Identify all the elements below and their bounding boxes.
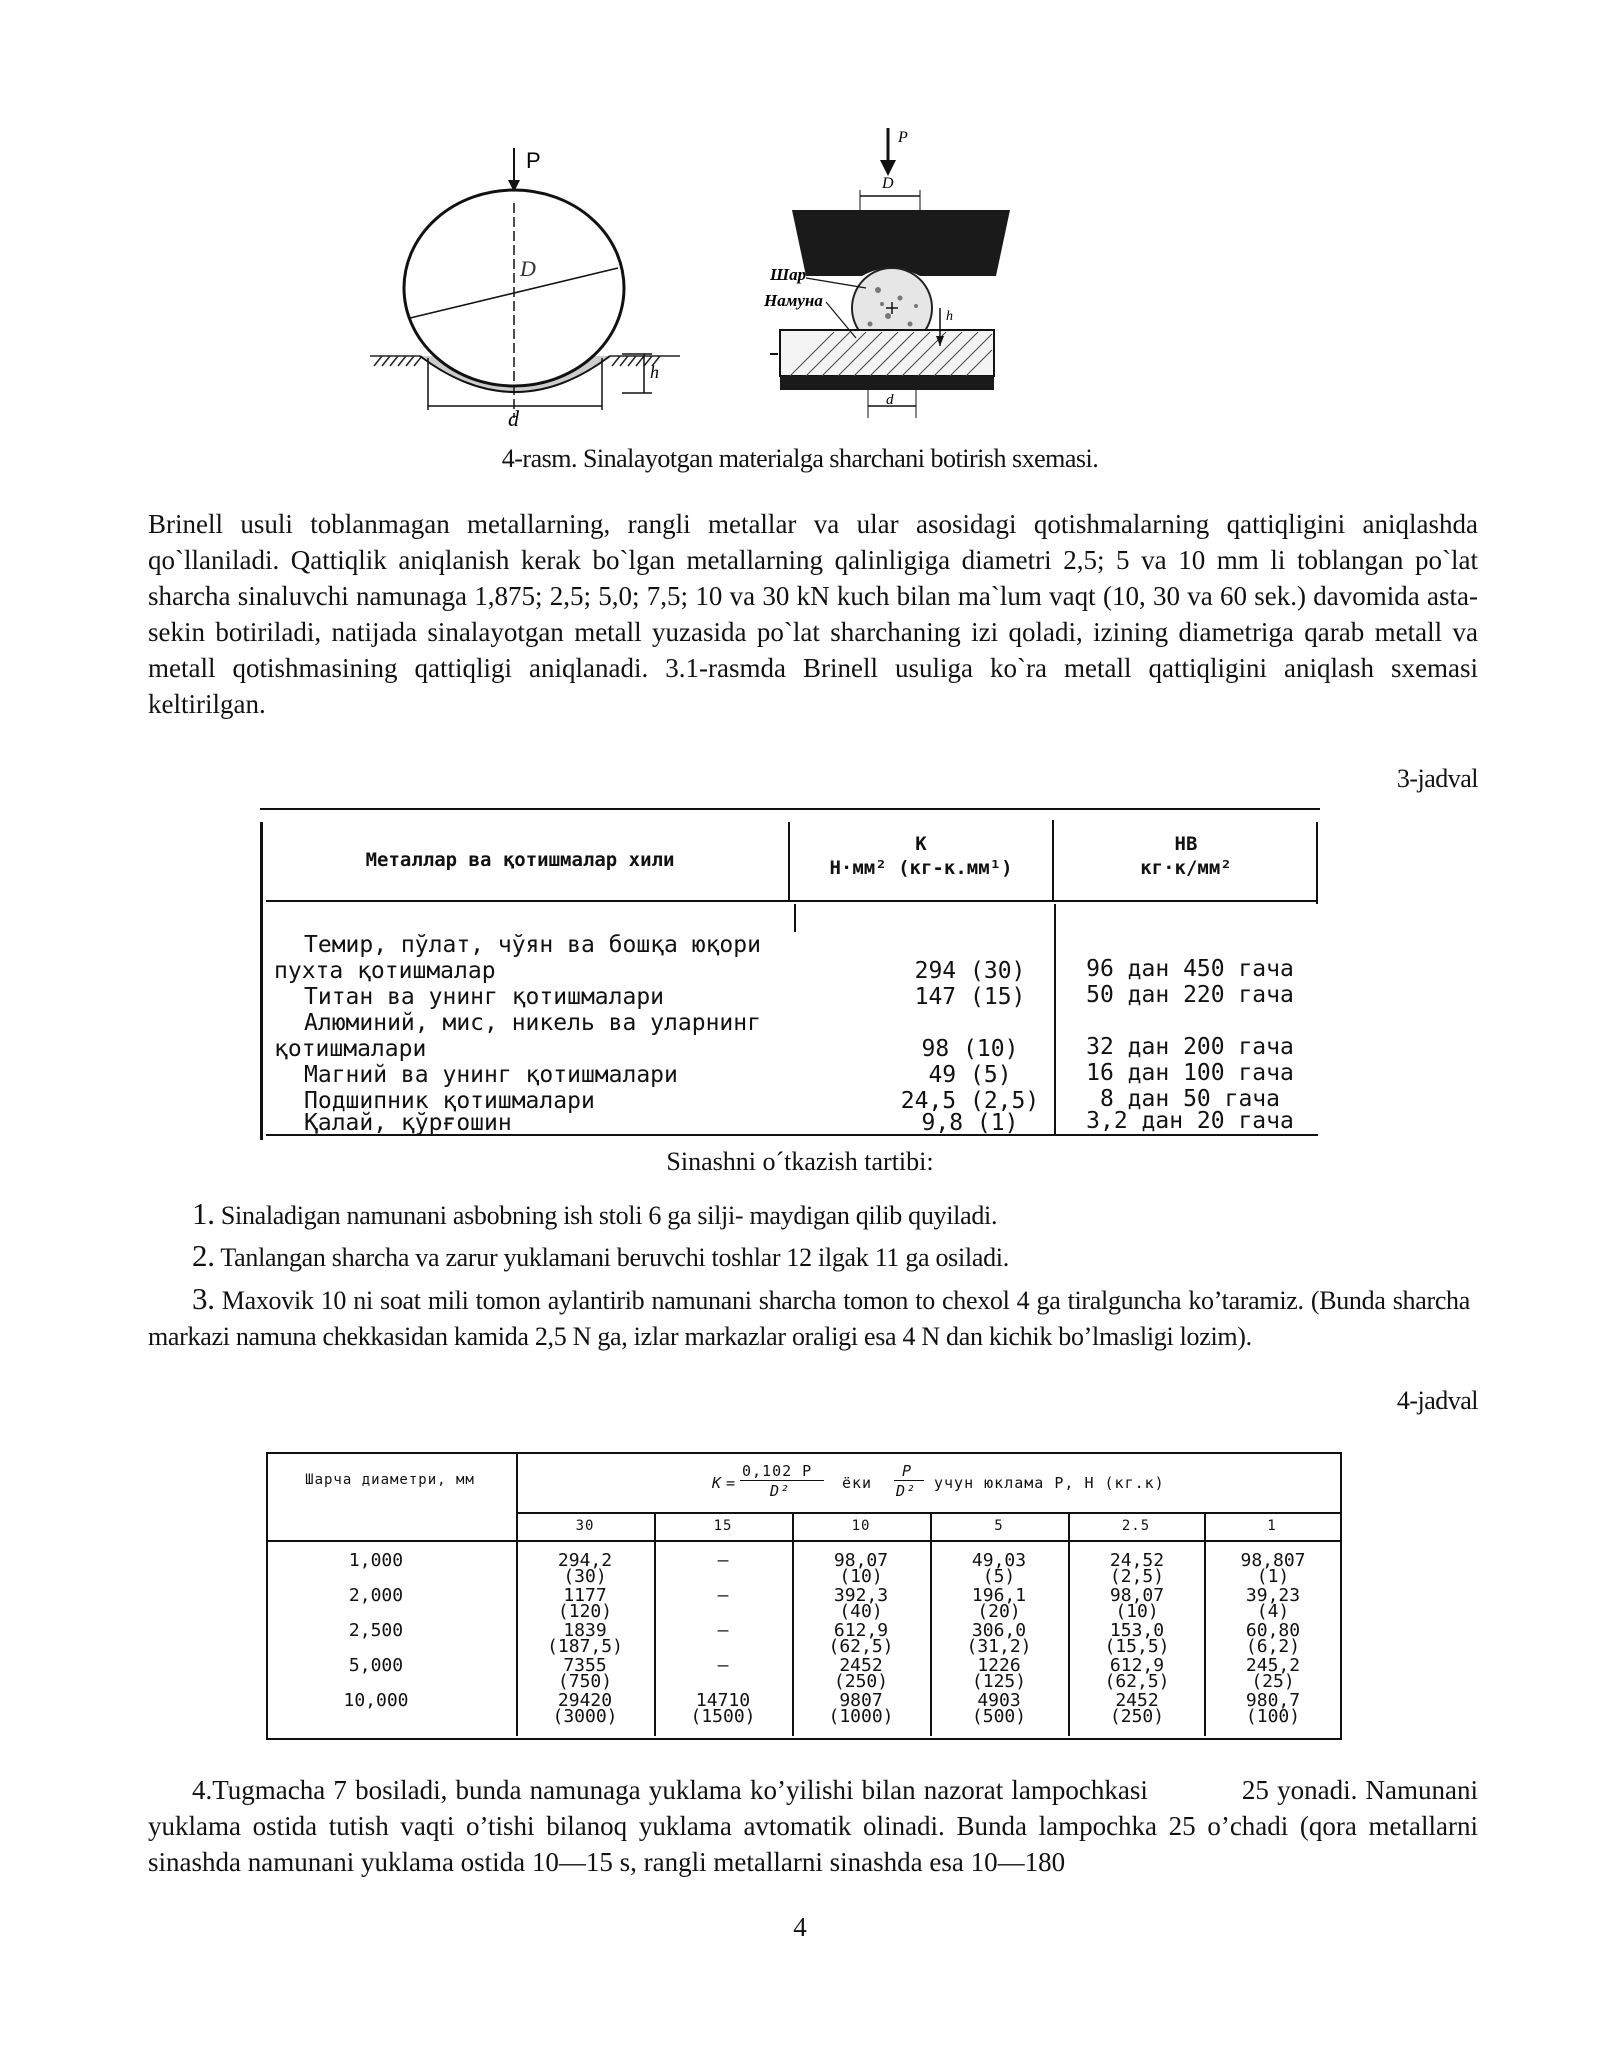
t4-load-1: 1 xyxy=(1267,1518,1277,1534)
t4-cell-value: 49,03 xyxy=(971,1550,1027,1571)
paragraph-4-rest: Namunani yuklama ostida tutish vaqti o’tishi bilanoq yuklama avtomatik olinadi. Bunda lampochka 25 o’chadi (qora metallarni sinashda namunani yuklama ostida 10—15 s, rangli metallarni sinashda esa 10—180 xyxy=(148,1775,1478,1877)
t4-header-diameter: Шарча диаметри, мм xyxy=(305,1472,475,1488)
t4-cell-kgf: (250) xyxy=(833,1671,889,1692)
t4-cell-value: 2452 xyxy=(1115,1690,1159,1711)
paragraph-4-line1b: 25 yonadi. xyxy=(1241,1775,1358,1805)
t3-header-k: K xyxy=(915,833,927,855)
t3-row6-hb: 3,2 дан 20 гача xyxy=(1086,1108,1294,1134)
t4-cell-value: 39,23 xyxy=(1245,1585,1301,1606)
right-D-label: D xyxy=(882,175,894,192)
t4-cell-value: 98,07 xyxy=(1109,1585,1165,1606)
right-schematic xyxy=(763,128,1010,418)
t4-cell-kgf: (1500) xyxy=(690,1706,756,1727)
t4-cell-value: 9807 xyxy=(839,1690,883,1711)
t4-cell-value: 98,807 xyxy=(1240,1550,1306,1571)
t3-row6-k: 9,8 (1) xyxy=(921,1110,1019,1136)
t3-row5-hb: 8 дан 50 гача xyxy=(1099,1086,1280,1112)
t4-cell-value: 980,7 xyxy=(1245,1690,1301,1711)
table4-label: 4-jadval xyxy=(1396,1386,1478,1415)
table3-label: 3-jadval xyxy=(1396,764,1478,793)
t4-cell-kgf: (62,5) xyxy=(1104,1671,1170,1692)
t4-cell-value: 29420 xyxy=(557,1690,613,1711)
t4-formula-pnum: P xyxy=(902,1462,913,1480)
t4-cell-kgf: (62,5) xyxy=(828,1636,894,1657)
t4-cell-kgf: (1) xyxy=(1256,1566,1290,1587)
left-schematic xyxy=(370,148,680,431)
t4-cell-kgf: (125) xyxy=(971,1671,1027,1692)
t4-load-5: 5 xyxy=(994,1518,1004,1534)
procedure-item-1 xyxy=(148,1196,1478,1234)
t4-cell-kgf: (120) xyxy=(557,1601,613,1622)
procedure-item-2-num: 2. xyxy=(192,1238,215,1273)
t4-load-15: 15 xyxy=(713,1518,733,1534)
t4-cell-kgf: (100) xyxy=(1245,1706,1301,1727)
t3-row3-k: 98 (10) xyxy=(921,1036,1019,1062)
t4-cell-kgf: (10) xyxy=(839,1566,883,1587)
t4-cell-value: 2452 xyxy=(839,1655,883,1676)
t4-cell-value: 1226 xyxy=(977,1655,1021,1676)
t3-row4-hb: 16 дан 100 гача xyxy=(1086,1060,1294,1086)
t4-load-30: 30 xyxy=(575,1518,595,1534)
t4-cell-value: 294,2 xyxy=(557,1550,613,1571)
t4-cell-kgf: (30) xyxy=(563,1566,607,1587)
table4 xyxy=(266,1452,1342,1742)
t3-row4-k: 49 (5) xyxy=(928,1062,1012,1088)
left-d-label: d xyxy=(508,406,519,431)
t4-cell-value: 612,9 xyxy=(833,1620,889,1641)
t3-row5-name: Подшипник қотишмалари xyxy=(304,1088,595,1114)
left-D-label: D xyxy=(520,256,536,281)
t3-row2-hb: 50 дан 220 гача xyxy=(1086,982,1294,1008)
t4-cell-kgf: (2,5) xyxy=(1109,1566,1165,1587)
right-d-label: d xyxy=(886,392,894,408)
right-h-label: h xyxy=(946,309,953,324)
t4-diameter: 2,500 xyxy=(348,1620,404,1641)
t4-cell-kgf: (15,5) xyxy=(1104,1636,1170,1657)
t4-cell-kgf: (250) xyxy=(1109,1706,1165,1727)
page-number: 4 xyxy=(793,1912,807,1942)
procedure-item-2 xyxy=(148,1238,1478,1276)
procedure-item-3-text: Maxovik 10 ni soat mili tomon aylantirib namunani sharcha tomon to chexol 4 ga tiralguncha ko’taramiz. (Bunda sharcha markazi namuna chekkasidan kamida 2,5 N ga, izlar markazlar oraligi esa 4 N dan kichik bo’lmasligi lozim). xyxy=(148,1286,1471,1351)
t4-cell-value: 14710 xyxy=(695,1690,751,1711)
procedure-title: Sinashni o´tkazish tartibi: xyxy=(666,1147,934,1176)
left-p-label: P xyxy=(526,148,541,173)
table3 xyxy=(260,808,1320,1138)
t4-cell-value: 60,80 xyxy=(1245,1620,1301,1641)
t4-formula-ekn: ёки xyxy=(842,1474,873,1492)
t4-cell-value: — xyxy=(717,1550,729,1571)
paragraph-4-line1a: 4.Tugmacha 7 bosiladi, bunda namunaga yuklama ko’yilishi bilan nazorat lampochkasi xyxy=(192,1775,1148,1805)
t4-cell-value: 1177 xyxy=(563,1585,607,1606)
brinell-diagram xyxy=(360,128,1120,438)
t4-cell-value: — xyxy=(717,1585,729,1606)
t3-row4-name: Магний ва унинг қотишмалари xyxy=(304,1062,678,1088)
t4-diameter: 10,000 xyxy=(343,1690,409,1711)
t3-row1-name-a: Темир, пўлат, чўян ва бошқа юқори xyxy=(304,932,761,958)
t4-cell-value: 612,9 xyxy=(1109,1655,1165,1676)
t4-cell-value: — xyxy=(717,1620,729,1641)
t4-cell-kgf: (40) xyxy=(839,1601,883,1622)
t4-cell-kgf: (3000) xyxy=(552,1706,618,1727)
t4-formula-eq: = xyxy=(726,1474,737,1492)
t4-cell-kgf: (10) xyxy=(1115,1601,1159,1622)
procedure-item-1-text: Sinaladigan namunani asbobning ish stoli 6 ga silji- maydigan qilib quyiladi. xyxy=(220,1201,998,1230)
t4-formula-tail: учун юклама P, H (кг.к) xyxy=(934,1474,1165,1492)
t3-row1-k: 294 (30) xyxy=(914,958,1026,984)
t4-formula-k: K xyxy=(712,1474,723,1492)
t4-cell-kgf: (20) xyxy=(977,1601,1021,1622)
t3-row6-name: Қалай, қўрғошин xyxy=(304,1110,512,1136)
figure-caption: 4-rasm. Sinalayotgan materialga sharchani botirish sxemasi. xyxy=(501,444,1099,473)
t3-row2-k: 147 (15) xyxy=(914,984,1026,1010)
shar-label: Шар xyxy=(770,265,807,284)
t4-formula-num: 0,102 P xyxy=(742,1462,813,1480)
t4-cell-value: 245,2 xyxy=(1245,1655,1301,1676)
t4-cell-kgf: (25) xyxy=(1251,1671,1295,1692)
left-h-label: h xyxy=(650,362,659,382)
paragraph-4 xyxy=(148,1772,1478,1880)
t3-row3-name-b: қотишмалари xyxy=(274,1036,427,1062)
procedure-item-3 xyxy=(148,1281,1470,1355)
t4-cell-kgf: (187,5) xyxy=(547,1636,623,1657)
t4-cell-value: 306,0 xyxy=(971,1620,1027,1641)
t4-cell-value: 24,52 xyxy=(1109,1550,1165,1571)
t4-diameter: 2,000 xyxy=(348,1585,404,1606)
t4-cell-value: 196,1 xyxy=(971,1585,1027,1606)
t4-cell-kgf: (500) xyxy=(971,1706,1027,1727)
t4-cell-value: — xyxy=(717,1655,729,1676)
t4-cell-value: 98,07 xyxy=(833,1550,889,1571)
t4-diameter: 1,000 xyxy=(348,1550,404,1571)
t3-row1-name-b: пухта қотишмалар xyxy=(274,958,496,984)
t4-cell-value: 4903 xyxy=(977,1690,1021,1711)
t4-cell-value: 7355 xyxy=(563,1655,607,1676)
procedure-item-3-num: 3. xyxy=(192,1281,215,1316)
t3-header-k-unit: Н·мм² (кг-к.мм¹) xyxy=(829,857,1013,879)
namuna-label: Намуна xyxy=(764,291,823,310)
t4-diameter: 5,000 xyxy=(348,1655,404,1676)
t3-row1-hb: 96 дан 450 гача xyxy=(1086,956,1294,982)
t3-row3-hb: 32 дан 200 гача xyxy=(1086,1034,1294,1060)
t3-row2-name: Титан ва унинг қотишмалари xyxy=(304,984,665,1010)
t4-cell-kgf: (750) xyxy=(557,1671,613,1692)
t4-formula-den: D² xyxy=(770,1482,791,1500)
t4-cell-value: 392,3 xyxy=(833,1585,889,1606)
t3-row3-name-a: Алюминий, мис, никель ва уларнинг xyxy=(304,1010,761,1036)
t4-cell-kgf: (4) xyxy=(1256,1601,1290,1622)
procedure-item-2-text: Tanlangan sharcha va zarur yuklamani beruvchi toshlar 12 ilgak 11 ga osiladi. xyxy=(220,1243,1009,1272)
procedure-item-1-num: 1. xyxy=(192,1196,215,1231)
t3-header-metals: Металлар ва қотишмалар хили xyxy=(365,849,675,871)
t4-formula-pden: D² xyxy=(896,1482,917,1500)
t3-header-hb: HB xyxy=(1174,833,1198,855)
t4-cell-value: 1839 xyxy=(563,1620,607,1641)
t4-cell-kgf: (31,2) xyxy=(966,1636,1032,1657)
t4-load-2-5: 2.5 xyxy=(1121,1518,1151,1534)
intro-paragraph: Brinell usuli toblanmagan metallarning, rangli metallar va ular asosidagi qotishmalarning qattiqligini aniqlashda qo`llaniladi. Qattiqlik aniqlanish kerak bo`lgan metallarning qalinligiga diametri 2,5; 5 va 10 mm li toblangan po`lat sharcha sinaluvchi namunaga 1,875; 2,5; 5,0; 7,5; 10 va 30 kN kuch bilan ma`lum vaqt (10, 30 va 60 sek.) davomida asta-sekin botiriladi, natijada sinalayotgan metall yuzasida po`lat sharchaning izi qoladi, izining diametriga qarab metall va metall qotishmasining qattiqligi aniqlanadi. 3.1-rasmda Brinell usuliga ko`ra metall qattiqligini aniqlash sxemasi keltirilgan. xyxy=(148,509,1478,719)
right-p-label: P xyxy=(898,129,908,146)
t4-cell-value: 153,0 xyxy=(1109,1620,1165,1641)
t4-load-10: 10 xyxy=(851,1518,871,1534)
t3-row5-k: 24,5 (2,5) xyxy=(900,1088,1040,1114)
t3-header-hb-unit: кг·к/мм² xyxy=(1140,857,1232,879)
t4-cell-kgf: (5) xyxy=(982,1566,1016,1587)
t4-cell-kgf: (1000) xyxy=(828,1706,894,1727)
t4-cell-kgf: (6,2) xyxy=(1245,1636,1301,1657)
